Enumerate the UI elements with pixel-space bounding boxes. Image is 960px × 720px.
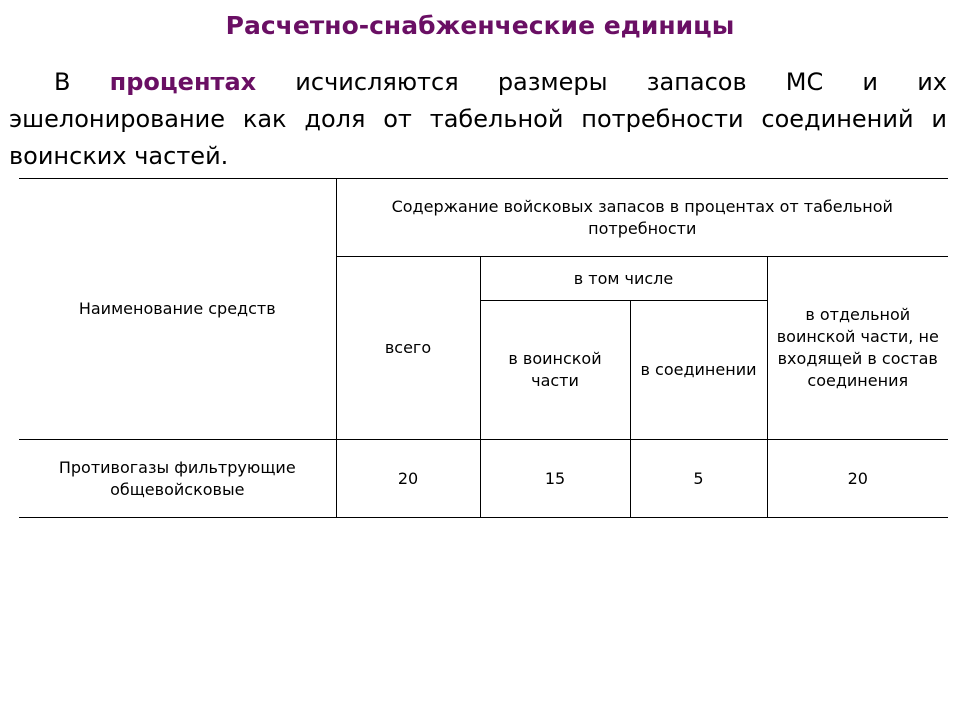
header-name: Наименование средств xyxy=(78,299,276,318)
row-separate: 20 xyxy=(847,468,868,488)
header-separate: в отдельной воинской части, не входящей в состав соединения xyxy=(776,305,939,390)
lead-accent-word: процентах xyxy=(109,68,257,96)
row-total-cell xyxy=(336,440,480,518)
norms-table xyxy=(19,178,948,518)
slide-title: Расчетно-снабженческие единицы xyxy=(225,11,735,40)
row-in-formation-cell xyxy=(630,440,767,518)
row-total: 20 xyxy=(397,468,419,488)
header-name-cell xyxy=(19,179,336,440)
header-row-1 xyxy=(19,179,948,257)
table-row xyxy=(19,440,948,518)
row-name: Противогазы фильтрующие общевойсковые xyxy=(58,457,296,499)
row-in-formation: 5 xyxy=(693,468,704,488)
header-in-formation-cell xyxy=(630,301,767,440)
header-in-unit: в воинской части xyxy=(508,349,602,390)
lead-prefix: В xyxy=(54,68,71,96)
header-in-unit-cell xyxy=(480,301,630,440)
header-total-cell xyxy=(336,257,480,440)
header-total: всего xyxy=(384,338,432,357)
header-including: в том числе xyxy=(573,268,674,288)
lead-paragraph xyxy=(9,64,947,175)
row-separate-cell xyxy=(767,440,948,518)
lead-rest: эшелонирование как доля от табельной потребности соединений и воинских частей. xyxy=(9,105,947,170)
header-group-cell xyxy=(336,179,948,257)
row-in-unit-cell xyxy=(480,440,630,518)
lead-first-line xyxy=(9,64,947,101)
header-in-formation: в соединении xyxy=(640,360,757,379)
header-including-cell xyxy=(480,257,767,301)
header-separate-cell xyxy=(767,257,948,440)
lead-line1-rest: исчисляются размеры запасов МС и их xyxy=(295,68,947,96)
header-group: Содержание войсковых запасов в процентах от табельной потребности xyxy=(391,196,893,238)
row-name-cell xyxy=(19,440,336,518)
row-in-unit: 15 xyxy=(544,468,566,488)
